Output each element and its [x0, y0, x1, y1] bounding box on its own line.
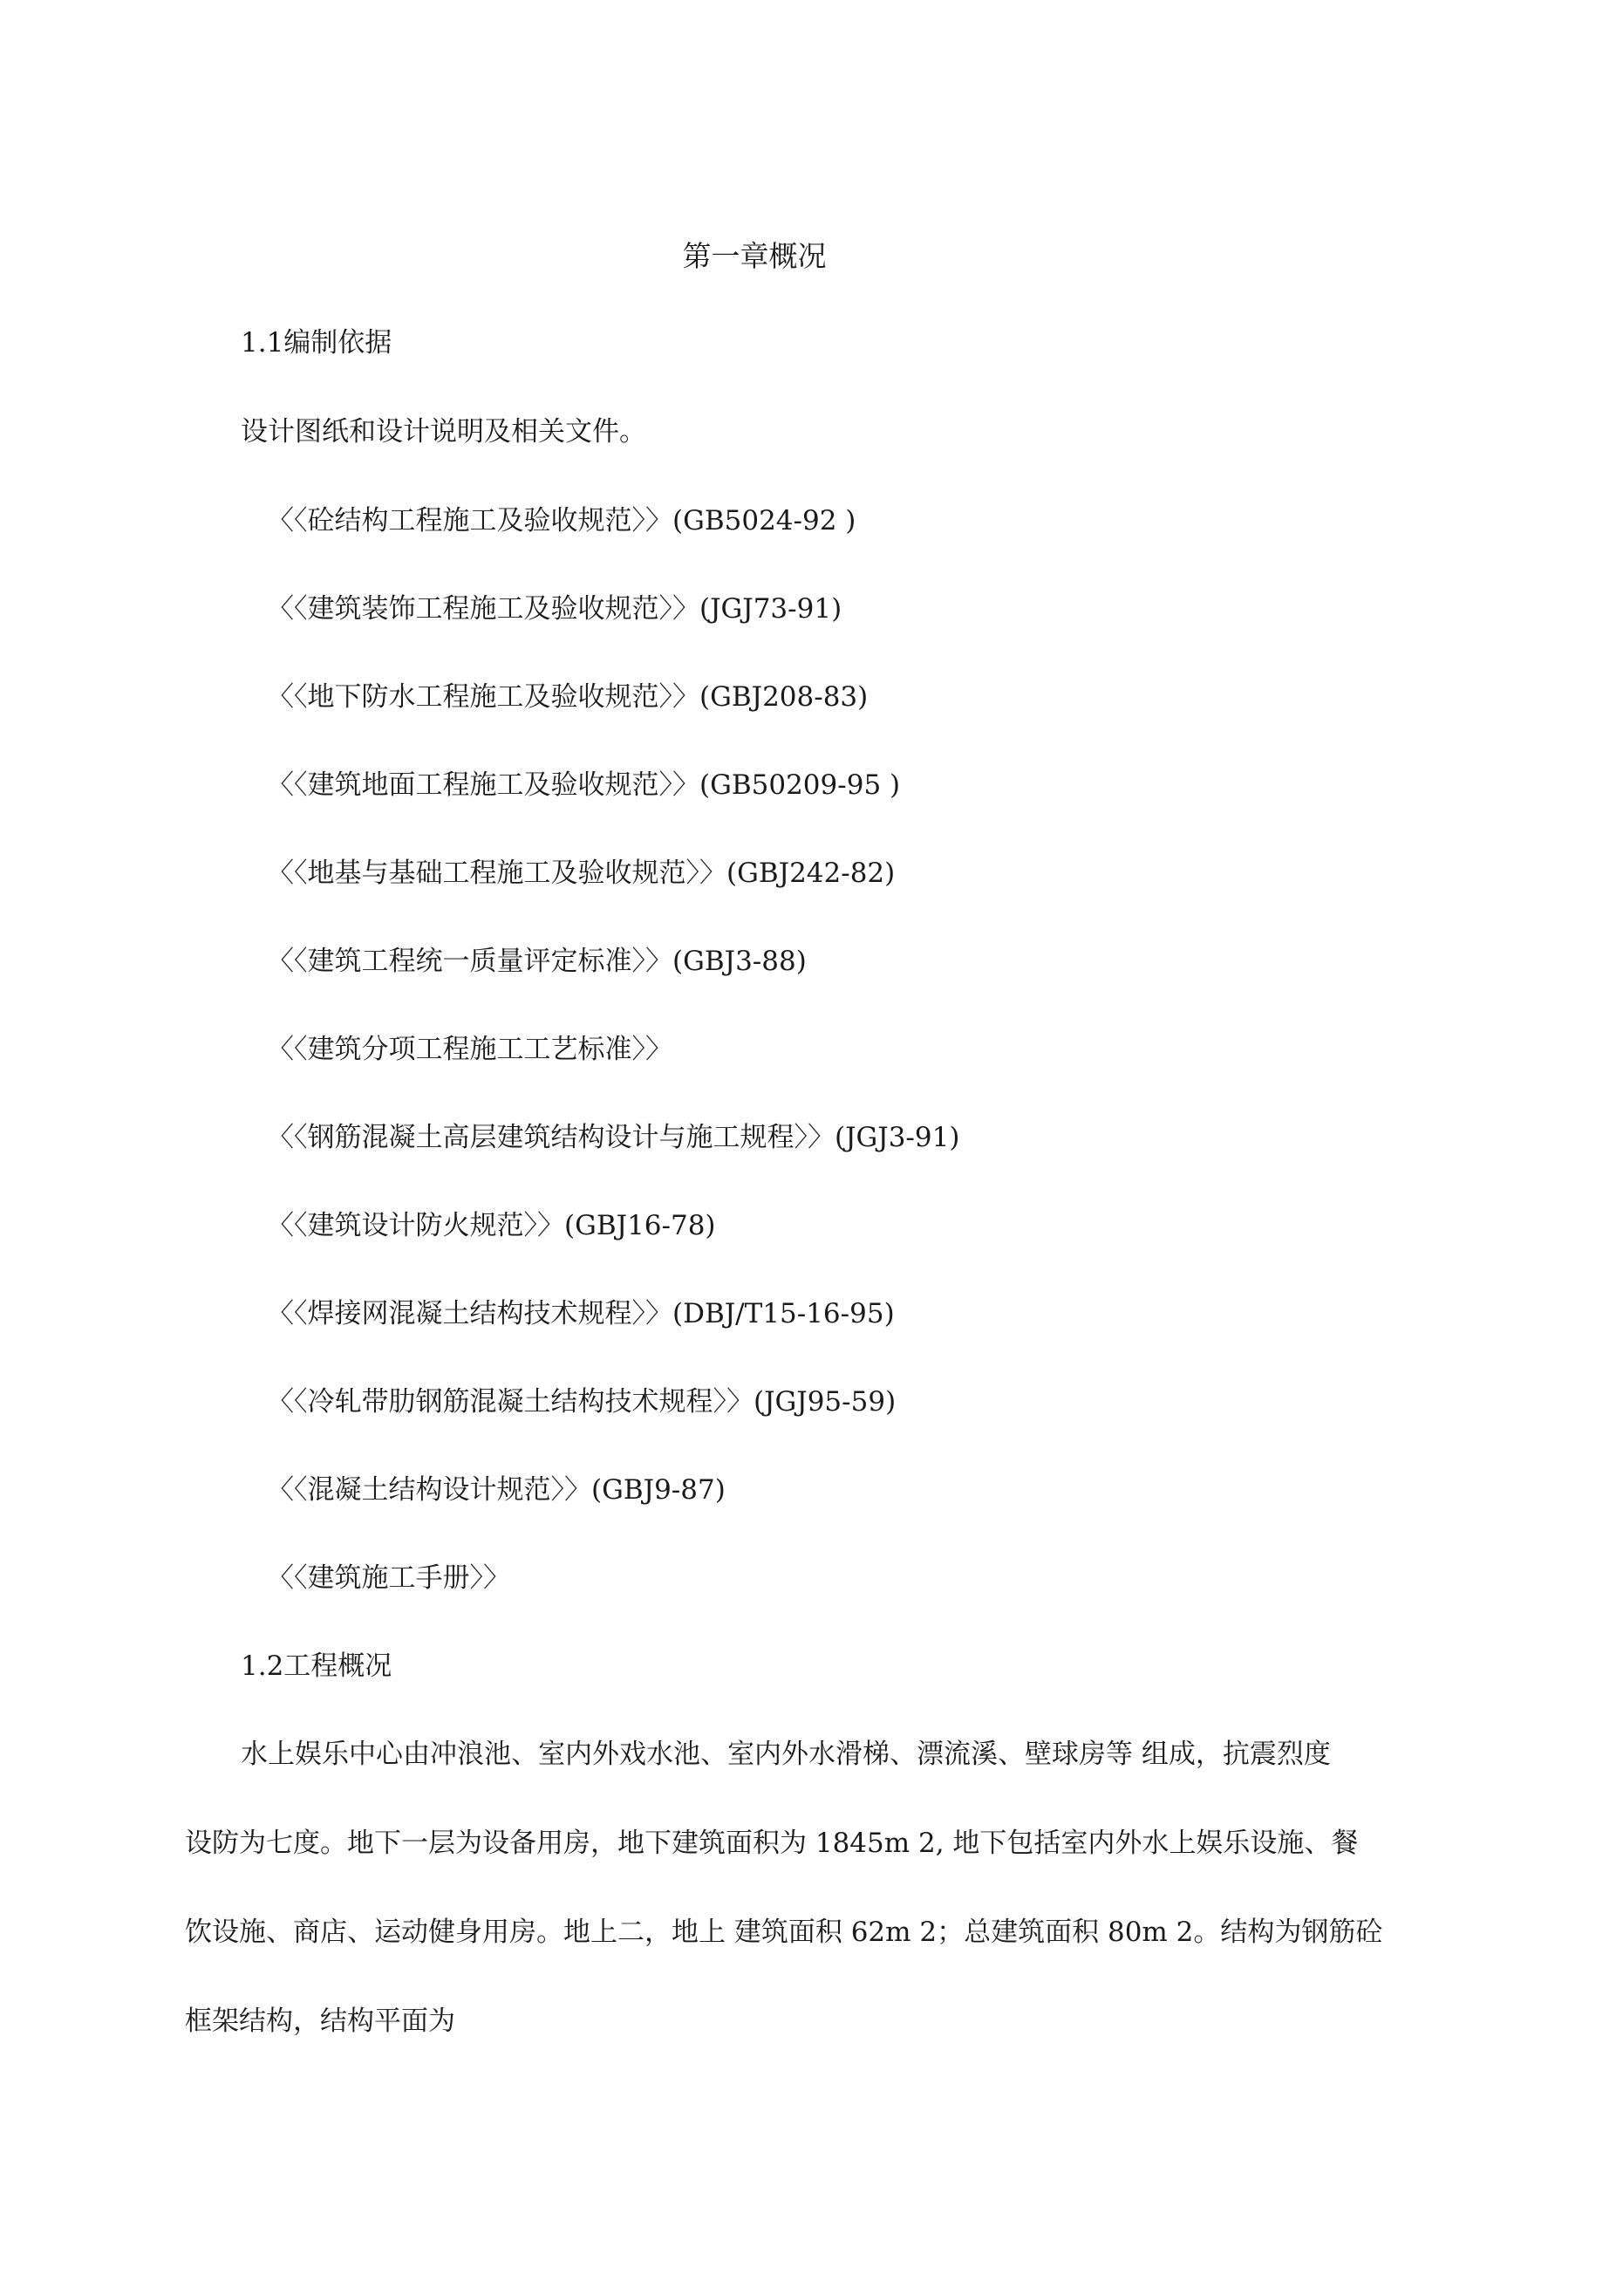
reference-item: 〈〈建筑装饰工程施工及验收规范〉〉(JGJ73-91) [267, 593, 842, 625]
overview-paragraph-line: 饮设施、商店、运动健身用房。地上二，地上 建筑面积 62m 2；总建筑面积 80m 2。结构为钢筋砼 [185, 1917, 1383, 1948]
overview-paragraph-line: 框架结构，结构平面为 [185, 2006, 455, 2037]
reference-item: 〈〈砼结构工程施工及验收规范〉〉(GB5024-92 ) [267, 505, 856, 536]
reference-item: 〈〈地基与基础工程施工及验收规范〉〉(GBJ242-82) [267, 858, 896, 889]
reference-item: 〈〈建筑设计防火规范〉〉(GBJ16-78) [267, 1210, 716, 1241]
overview-paragraph-line: 水上娱乐中心由冲浪池、室内外戏水池、室内外水滑梯、漂流溪、壁球房等 组成，抗震烈度 [241, 1739, 1331, 1770]
reference-item: 〈〈建筑地面工程施工及验收规范〉〉(GB50209-95 ) [267, 769, 901, 801]
section-heading-1-2: 1.2工程概况 [241, 1650, 392, 1682]
reference-item: 〈〈混凝土结构设计规范〉〉(GBJ9-87) [267, 1474, 726, 1506]
overview-paragraph-line: 设防为七度。地下一层为设备用房，地下建筑面积为 1845m 2, 地下包括室内外水上娱乐设施、餐 [185, 1828, 1359, 1859]
section-heading-1-1: 1.1编制依据 [241, 327, 392, 359]
reference-item: 〈〈建筑施工手册〉〉 [267, 1562, 510, 1594]
reference-item: 〈〈建筑工程统一质量评定标准〉〉(GBJ3-88) [267, 946, 807, 977]
reference-item: 〈〈焊接网混凝土结构技术规程〉〉(DBJ/T15-16-95) [267, 1298, 895, 1329]
basis-intro: 设计图纸和设计说明及相关文件。 [241, 416, 646, 448]
reference-item: 〈〈钢筋混凝土高层建筑结构设计与施工规程〉〉(JGJ3-91) [267, 1122, 960, 1153]
reference-item: 〈〈建筑分项工程施工工艺标准〉〉 [267, 1034, 672, 1065]
reference-item: 〈〈冷轧带肋钢筋混凝土结构技术规程〉〉(JGJ95-59) [267, 1386, 897, 1418]
chapter-title: 第一章概况 [682, 239, 827, 273]
reference-item: 〈〈地下防水工程施工及验收规范〉〉(GBJ208-83) [267, 681, 869, 713]
